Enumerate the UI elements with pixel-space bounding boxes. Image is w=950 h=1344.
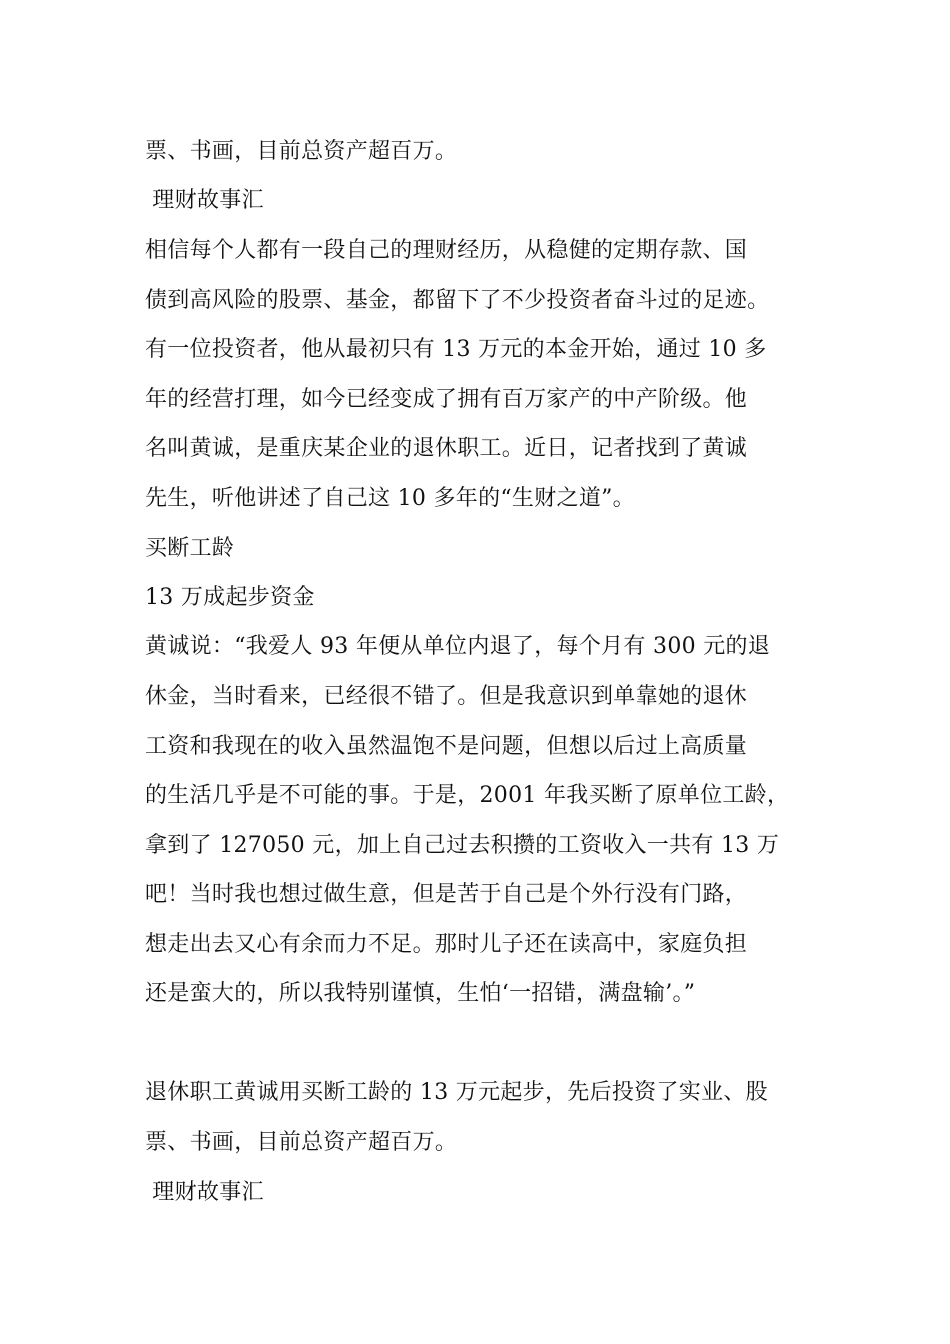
text-line: 拿到了 127050 元，加上自己过去积攒的工资收入一共有 13 万 <box>145 833 780 858</box>
text-line: 先生，听他讲述了自己这 10 多年的“生财之道”。 <box>145 486 635 511</box>
text-line: 的生活几乎是不可能的事。于是，2001 年我买断了原单位工龄， <box>145 783 790 808</box>
text-line: 想走出去又心有余而力不足。那时儿子还在读高中，家庭负担 <box>145 932 748 957</box>
subheading: 13 万成起步资金 <box>145 585 315 610</box>
text-line: 吧！当时我也想过做生意，但是苦于自己是个外行没有门路， <box>145 882 748 907</box>
section-heading: 理财故事汇 <box>145 188 264 213</box>
text-line: 退休职工黄诚用买断工龄的 13 万元起步，先后投资了实业、股 <box>145 1080 768 1105</box>
section-heading: 理财故事汇 <box>145 1180 264 1205</box>
text-line: 黄诚说：“我爱人 93 年便从单位内退了，每个月有 300 元的退 <box>145 634 771 659</box>
text-line: 名叫黄诚，是重庆某企业的退休职工。近日，记者找到了黄诚 <box>145 436 748 461</box>
text-line: 票、书画，目前总资产超百万。 <box>145 1130 458 1155</box>
text-line: 债到高风险的股票、基金，都留下了不少投资者奋斗过的足迹。 <box>145 288 770 313</box>
text-line: 休金，当时看来，已经很不错了。但是我意识到单靠她的退休 <box>145 684 748 709</box>
text-line: 还是蛮大的，所以我特别谨慎，生怕‘一招错，满盘输’。” <box>145 981 696 1006</box>
text-line: 票、书画，目前总资产超百万。 <box>145 139 458 164</box>
text-line: 有一位投资者，他从最初只有 13 万元的本金开始，通过 10 多 <box>145 337 767 362</box>
subheading: 买断工龄 <box>145 536 235 561</box>
text-line: 相信每个人都有一段自己的理财经历，从稳健的定期存款、国 <box>145 238 748 263</box>
text-line: 年的经营打理，如今已经变成了拥有百万家产的中产阶级。他 <box>145 387 748 412</box>
text-line: 工资和我现在的收入虽然温饱不是问题，但想以后过上高质量 <box>145 734 748 759</box>
